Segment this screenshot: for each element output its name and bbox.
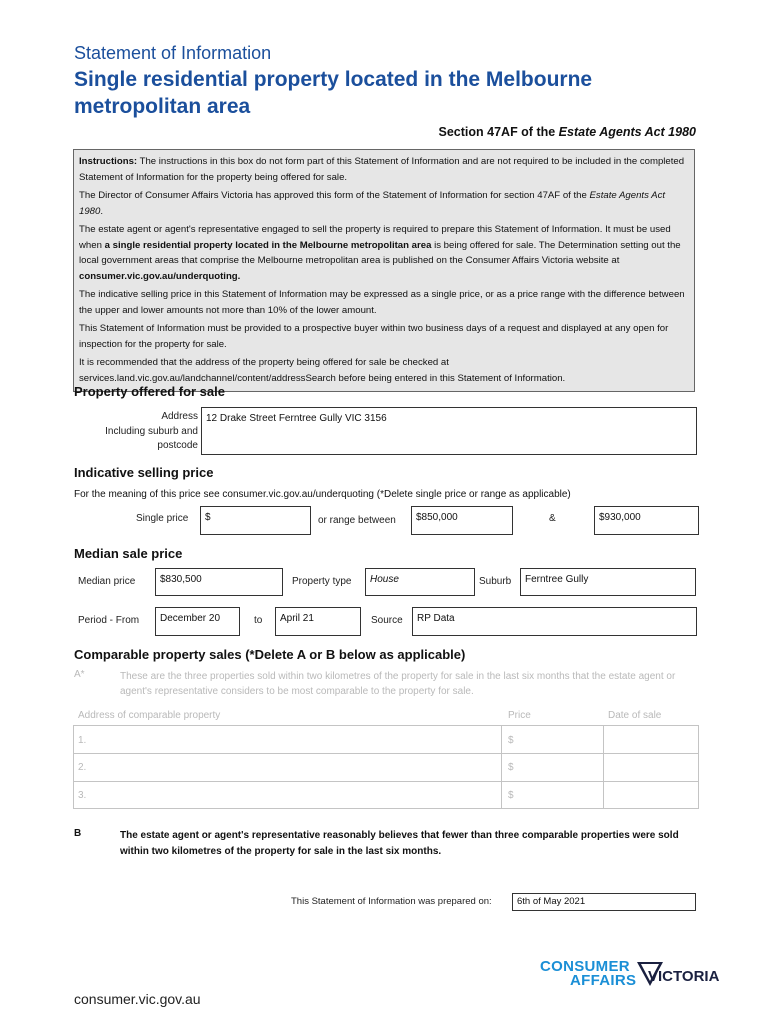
table-row[interactable]: 3. [78,790,87,801]
instructions-p6: It is recommended that the address of the property being offered for sale be checked at services.land.vic.gov.au/landchannel/content/addressSearch before being entered in this Statement of Information. [79,357,566,384]
instructions-p2: The Director of Consumer Affairs Victoria has approved this form of the Statement of Information for section 47AF of the Estate Agents Act 1980. [79,190,666,217]
range-label: or range between [318,515,396,526]
indicative-heading: Indicative selling price [74,465,214,480]
property-type-field[interactable]: House [365,568,475,596]
col-price-header: Price [508,710,531,721]
table-divider [603,726,604,808]
comparable-price-field[interactable]: $ [508,762,514,773]
page-title: Single residential property located in the Melbourne metropolitan area [74,68,593,118]
instructions-p1: Instructions: The instructions in this box do not form part of this Statement of Information and are not required to be included in the completed Statement of Information for the property being offered for sale. [79,156,685,183]
comparable-price-field[interactable]: $ [508,790,514,801]
option-a-marker: A* [74,669,85,680]
instructions-p3: The estate agent or agent's representative engaged to sell the property is required to prepare this Statement of Information. It must be used when a single residential property located in the Melbourne metropolitan area is being offered for sale. The Determination setting out the local government areas that comprise the Melbourne metropolitan area is published on the Consumer Affairs Victoria website at consumer.vic.gov.au/underquoting. [79,224,681,282]
median-price-field[interactable]: $830,500 [155,568,283,596]
table-row[interactable]: 2. [78,762,87,773]
prepared-date-field[interactable]: 6th of May 2021 [512,893,696,911]
section-reference: Section 47AF of the Estate Agents Act 1980 [438,125,696,139]
option-b-marker: B [74,828,82,839]
instructions-box [73,149,695,392]
col-date-header: Date of sale [608,710,662,721]
property-type-label: Property type [292,576,352,587]
period-from-field[interactable]: December 20 [155,607,240,636]
range-ampersand: & [549,513,556,524]
range-low-field[interactable]: $850,000 [411,506,513,535]
median-price-label: Median price [78,576,136,587]
single-price-field[interactable]: $ [200,506,311,535]
single-price-label: Single price [136,513,189,524]
period-from-label: Period - From [78,615,140,626]
footer-url[interactable]: consumer.vic.gov.au [74,991,201,1007]
table-rule [74,753,698,754]
indicative-note: For the meaning of this price see consumer.vic.gov.au/underquoting (*Delete single price or range as applicable) [74,489,571,500]
range-high-field[interactable]: $930,000 [594,506,699,535]
comparable-price-field[interactable]: $ [508,735,514,746]
suburb-label: Suburb [479,576,512,587]
logo-line-consumer: CONSUMER [540,958,630,975]
prepared-label: This Statement of Information was prepared on: [291,896,492,907]
suburb-field[interactable]: Ferntree Gully [520,568,696,596]
form-kicker: Statement of Information [74,43,272,63]
period-to-label: to [254,615,263,626]
table-row[interactable]: 1. [78,735,87,746]
property-heading: Property offered for sale [74,384,225,399]
address-label: Address Including suburb and postcode [105,411,198,451]
source-label: Source [371,615,403,626]
period-to-field[interactable]: April 21 [275,607,361,636]
logo-line-affairs: AFFAIRS [570,972,637,989]
table-rule [74,781,698,782]
table-divider [501,726,502,808]
logo-line-victoria: VICTORIA [648,968,720,985]
consumer-affairs-victoria-logo [540,958,720,992]
col-address-header: Address of comparable property [78,710,221,721]
option-b-text: The estate agent or agent's representative reasonably believes that fewer than three comparable properties were sold within two kilometres of the property for sale in the last six months. [120,830,679,857]
address-field[interactable]: 12 Drake Street Ferntree Gully VIC 3156 [201,407,697,455]
comparable-table [73,725,699,809]
underquoting-link[interactable]: consumer.vic.gov.au/underquoting. [79,270,241,282]
option-a-text: These are the three properties sold within two kilometres of the property for sale in the last six months that the estate agent or agent's representative considers to be most comparable to the property for sale. [120,671,676,697]
source-field[interactable]: RP Data [412,607,697,636]
comparable-heading: Comparable property sales (*Delete A or B below as applicable) [74,647,466,662]
instructions-p4: The indicative selling price in this Statement of Information may be expressed as a single price, or as a price range with the difference between the upper and lower amounts not more than 10% of the lower amount. [79,289,685,316]
median-heading: Median sale price [74,546,183,561]
instructions-p5: This Statement of Information must be provided to a prospective buyer within two business days of a request and displayed at any open for inspection for the property for sale. [79,323,669,350]
